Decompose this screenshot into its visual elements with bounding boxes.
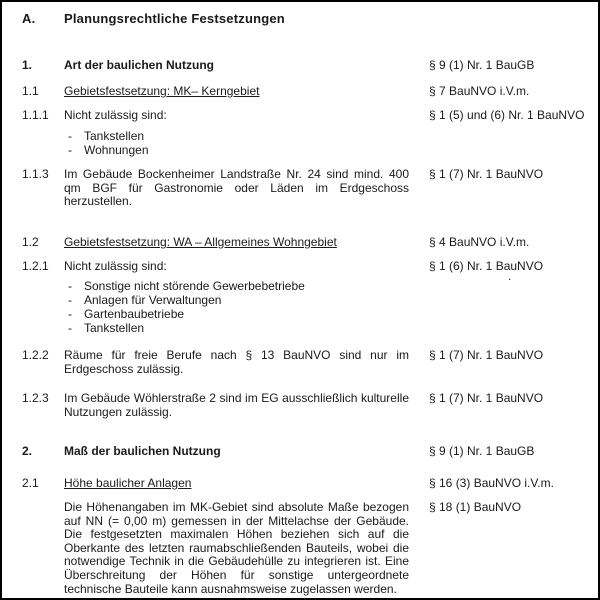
bullet-dash: - <box>68 293 72 307</box>
section-1-2-1-legal-ref: § 1 (6) Nr. 1 BauNVO <box>429 259 544 273</box>
section-1-2-2-number: 1.2.2 <box>22 348 49 362</box>
section-1-title: Art der baulichen Nutzung <box>64 58 214 72</box>
section-1-1-1-list <box>2 130 598 158</box>
section-2-1-number: 2.1 <box>22 476 39 490</box>
list-item-label: Sonstige nicht störende Gewerbebetriebe <box>84 279 305 293</box>
section-2-title: Maß der baulichen Nutzung <box>64 444 221 458</box>
bullet-dash: - <box>68 143 72 157</box>
section-1-1-1-text: Nicht zulässig sind: <box>64 108 167 122</box>
page-title: Planungsrechtliche Festsetzungen <box>64 11 285 26</box>
section-1-number: 1. <box>22 58 33 72</box>
section-1-1-1-legal-ref: § 1 (5) und (6) Nr. 1 BauNVO <box>429 108 585 122</box>
section-1-2-1-text: Nicht zulässig sind: <box>64 259 167 273</box>
section-1-2-legal-ref: § 4 BauNVO i.V.m. <box>429 235 530 249</box>
section-1-1-3-legal-ref: § 1 (7) Nr. 1 BauNVO <box>429 167 544 181</box>
section-letter: A. <box>22 11 36 26</box>
list-item <box>68 294 598 308</box>
section-1-2-1-list <box>2 280 598 336</box>
section-1-2-title: Gebietsfestsetzung: WA – Allgemeines Wohngebiet <box>64 235 337 249</box>
section-2-legal-ref: § 9 (1) Nr. 1 BauGB <box>429 444 535 458</box>
list-item <box>68 130 598 144</box>
section-1-2-3-number: 1.2.3 <box>22 391 49 405</box>
list-item <box>68 322 598 336</box>
section-1-1-3-number: 1.1.3 <box>22 167 49 181</box>
list-item-label: Wohnungen <box>84 143 149 157</box>
bullet-dash: - <box>68 321 72 335</box>
list-item <box>68 144 598 158</box>
section-2-1-legal-ref: § 16 (3) BauNVO i.V.m. <box>429 476 554 490</box>
list-item-label: Gartenbaubetriebe <box>84 307 185 321</box>
section-1-1-3-text: Im Gebäude Bockenheimer Landstraße Nr. 24 sind mind. 400 qm BGF für Gastronomie oder Läden im Erdgeschoss herzustellen. <box>64 167 409 209</box>
list-item <box>68 280 598 294</box>
section-1-legal-ref: § 9 (1) Nr. 1 BauGB <box>429 58 535 72</box>
section-1-2-number: 1.2 <box>22 235 39 249</box>
section-1-2-2-legal-ref: § 1 (7) Nr. 1 BauNVO <box>429 348 544 362</box>
list-item <box>68 308 598 322</box>
section-1-2-1-number: 1.2.1 <box>22 259 49 273</box>
section-1-2-3-text: Im Gebäude Wöhlerstraße 2 sind im EG ausschließlich kulturelle Nutzungen zulässig. <box>64 391 409 419</box>
bullet-dash: - <box>68 307 72 321</box>
section-2-1-body: Die Höhenangaben im MK-Gebiet sind absolute Maße bezogen auf NN (= 0,00 m) gemessen in der Mittelachse der Gebäude. Die festgesetzten maximalen Höhen beziehen sich auf die Oberkante des letzten raumabschließenden Bauteils, wobei die notwendige Technik in die Gebäudehülle zu integrieren ist. Eine Überschreitung der Höhen für sonstige untergeordnete technische Bauteile kann ausnahmsweise zugelassen werden. <box>64 500 409 596</box>
bullet-dash: - <box>68 129 72 143</box>
list-item-label: Tankstellen <box>84 321 145 335</box>
section-1-1-number: 1.1 <box>22 84 39 98</box>
section-1-1-title: Gebietsfestsetzung: MK– Kerngebiet <box>64 84 260 98</box>
section-2-1-legal-ref-2: § 18 (1) BauNVO <box>429 500 522 514</box>
section-2-1-title: Höhe baulicher Anlagen <box>64 476 192 490</box>
bullet-dash: - <box>68 279 72 293</box>
section-1-2-3-legal-ref: § 1 (7) Nr. 1 BauNVO <box>429 391 544 405</box>
scan-artifact-dot: . <box>508 269 512 283</box>
list-item-label: Tankstellen <box>84 129 145 143</box>
section-1-1-1-number: 1.1.1 <box>22 108 49 122</box>
section-1-1-legal-ref: § 7 BauNVO i.V.m. <box>429 84 530 98</box>
section-1-2-2-text: Räume für freie Berufe nach § 13 BauNVO sind nur im Erdgeschoss zulässig. <box>64 348 409 376</box>
section-2-number: 2. <box>22 444 33 458</box>
list-item-label: Anlagen für Verwaltungen <box>84 293 222 307</box>
